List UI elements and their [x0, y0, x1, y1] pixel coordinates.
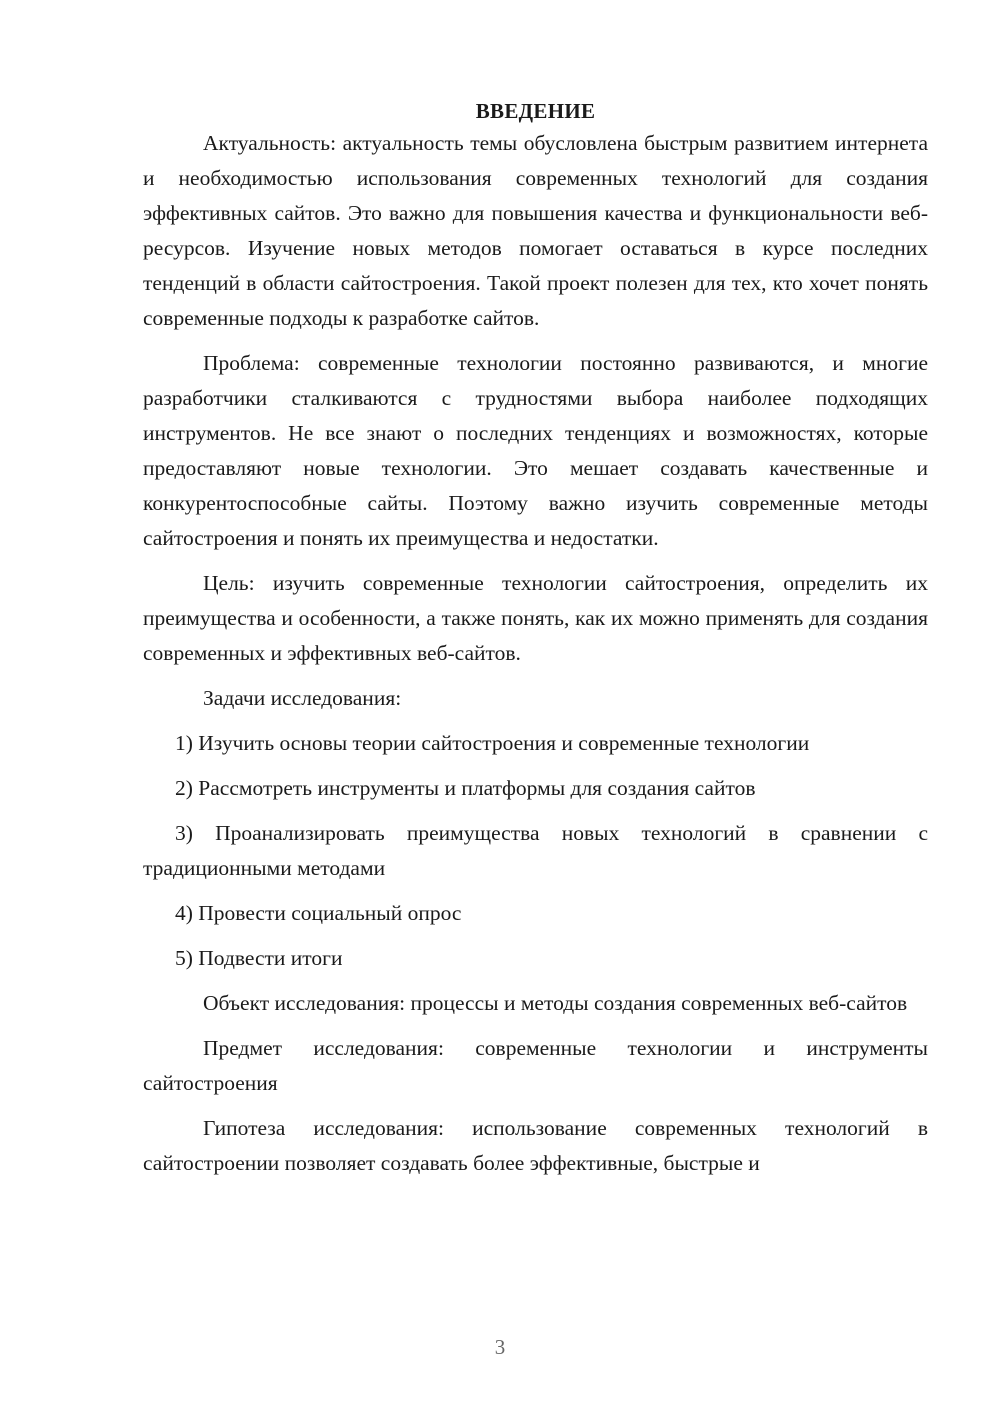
paragraph-object: Объект исследования: процессы и методы создания современных веб-сайтов — [203, 991, 908, 1015]
task-item-3: 3) Проанализировать преимущества новых технологий в сравнении с традиционными методами — [143, 821, 928, 880]
paragraph-goal: Цель: изучить современные технологии сайтостроения, определить их преимущества и особенности, а также понять, как их можно применять для создания современных и эффективных веб-сайтов. — [143, 571, 928, 665]
paragraph-relevance: Актуальность: актуальность темы обусловлена быстрым развитием интернета и необходимостью использования современных технологий для создания эффективных сайтов. Это важно для повышения качества и функциональности веб-ресурсов. Изучение новых методов помогает оставаться в курсе последних тенденций в области сайтостроения. Такой проект полезен для тех, кто хочет понять современные подходы к разработке сайтов. — [143, 131, 928, 330]
tasks-heading: Задачи исследования: — [203, 686, 402, 710]
task-item-1: 1) Изучить основы теории сайтостроения и современные технологии — [175, 731, 810, 755]
page-number: 3 — [494, 1335, 506, 1359]
paragraph-hypothesis: Гипотеза исследования: использование современных технологий в сайтостроении позволяет создавать более эффективные, быстрые и — [143, 1116, 928, 1175]
task-item-2: 2) Рассмотреть инструменты и платформы для создания сайтов — [175, 776, 756, 800]
paragraph-problem: Проблема: современные технологии постоянно развиваются, и многие разработчики сталкиваются с трудностями выбора наиболее подходящих инструментов. Не все знают о последних тенденциях и возможностях, которые предоставляют новые технологии. Это мешает создавать качественные и конкурентоспособные сайты. Поэтому важно изучить современные методы сайтостроения и понять их преимущества и недостатки. — [143, 351, 928, 550]
document-title: ВВЕДЕНИЕ — [475, 99, 596, 123]
task-item-5: 5) Подвести итоги — [175, 946, 343, 970]
task-item-4: 4) Провести социальный опрос — [175, 901, 462, 925]
document-body — [143, 96, 928, 1181]
paragraph-subject: Предмет исследования: современные технологии и инструменты сайтостроения — [143, 1036, 928, 1095]
